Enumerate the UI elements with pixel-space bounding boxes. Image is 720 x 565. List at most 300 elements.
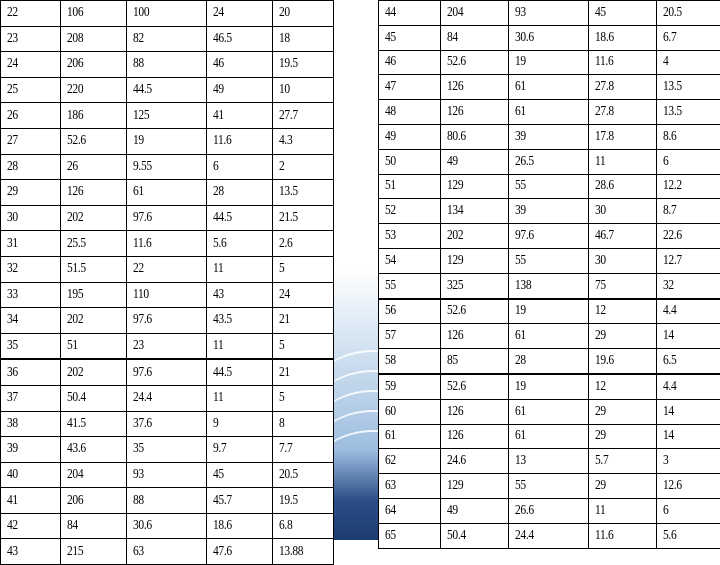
cell-text: 14 — [663, 328, 674, 344]
cell-text: 52.6 — [447, 303, 466, 319]
cell-text: 4 — [663, 54, 668, 70]
table-cell — [509, 299, 589, 324]
cell-text: 6.8 — [279, 518, 292, 534]
cell-text: 13 — [515, 453, 526, 469]
cell-text: 50 — [385, 154, 396, 170]
cell-text: 6.7 — [663, 30, 676, 46]
cell-text: 29 — [595, 328, 606, 344]
table-cell — [441, 25, 509, 50]
table-row — [1, 539, 334, 565]
cell-text: 56 — [385, 303, 396, 319]
table-row — [1, 1, 334, 27]
table-row — [379, 1, 720, 26]
cell-text: 204 — [67, 467, 83, 483]
table-row — [1, 205, 334, 231]
cell-text: 126 — [447, 328, 463, 344]
table-cell — [1, 128, 61, 154]
table-cell — [657, 523, 720, 548]
table-cell — [589, 349, 657, 374]
cell-text: 39 — [7, 441, 18, 457]
cell-text: 100 — [133, 5, 149, 21]
table-cell — [273, 282, 334, 308]
cell-text: 41 — [213, 108, 224, 124]
table-row — [1, 26, 334, 52]
table-cell — [379, 273, 441, 298]
table-cell — [207, 333, 273, 359]
table-cell — [509, 248, 589, 273]
table-row — [379, 50, 720, 75]
table-cell — [589, 149, 657, 174]
cell-text: 61 — [515, 404, 526, 420]
table-cell — [379, 25, 441, 50]
table-cell — [379, 498, 441, 523]
cell-text: 93 — [133, 467, 144, 483]
table-cell — [273, 205, 334, 231]
cell-text: 11.6 — [595, 528, 613, 544]
cell-text: 31 — [7, 236, 18, 252]
cell-text: 61 — [515, 104, 526, 120]
table-cell — [657, 273, 720, 298]
table-cell — [273, 1, 334, 27]
cell-text: 33 — [7, 287, 18, 303]
table-cell — [61, 77, 127, 103]
cell-text: 19 — [515, 303, 526, 319]
cell-text: 22 — [7, 5, 18, 21]
cell-text: 46.7 — [595, 228, 614, 244]
cell-text: 23 — [7, 31, 18, 47]
cell-text: 2 — [279, 159, 284, 175]
table-cell — [273, 488, 334, 514]
table-row — [379, 349, 720, 374]
cell-text: 10 — [279, 82, 290, 98]
cell-text: 11.6 — [595, 54, 613, 70]
cell-text: 13.88 — [279, 544, 303, 560]
cell-text: 27.8 — [595, 104, 614, 120]
table-cell — [207, 282, 273, 308]
decorative-arc — [333, 430, 378, 540]
table-cell — [441, 248, 509, 273]
table-cell — [61, 462, 127, 488]
table-row — [379, 324, 720, 349]
table-cell — [589, 100, 657, 125]
table-row — [379, 374, 720, 399]
table-cell — [273, 180, 334, 206]
table-cell — [379, 174, 441, 199]
table-row — [1, 154, 334, 180]
cell-text: 21 — [279, 365, 290, 381]
table-cell — [657, 50, 720, 75]
table-cell — [379, 124, 441, 149]
table-cell — [273, 462, 334, 488]
cell-text: 204 — [447, 5, 463, 21]
table-row — [1, 488, 334, 514]
table-cell — [273, 333, 334, 359]
table-cell — [127, 539, 207, 565]
table-cell — [379, 299, 441, 324]
table-cell — [61, 539, 127, 565]
cell-text: 30 — [595, 203, 606, 219]
table-cell — [61, 308, 127, 334]
table-row — [1, 52, 334, 78]
cell-text: 39 — [515, 203, 526, 219]
table-row — [1, 256, 334, 282]
table-cell — [273, 128, 334, 154]
cell-text: 9.7 — [213, 441, 226, 457]
cell-text: 43.5 — [213, 312, 232, 328]
cell-text: 129 — [447, 478, 463, 494]
cell-text: 51 — [385, 178, 396, 194]
cell-text: 23 — [133, 338, 144, 354]
table-cell — [379, 374, 441, 399]
cell-text: 42 — [7, 518, 18, 534]
table-cell — [589, 50, 657, 75]
table-cell — [61, 128, 127, 154]
cell-text: 5 — [279, 390, 284, 406]
table-row — [379, 399, 720, 424]
cell-text: 49 — [447, 503, 458, 519]
cell-text: 8 — [279, 416, 284, 432]
table-row — [1, 128, 334, 154]
cell-text: 14 — [663, 428, 674, 444]
table-cell — [127, 77, 207, 103]
table-cell — [441, 174, 509, 199]
table-cell — [61, 411, 127, 437]
table-cell — [441, 50, 509, 75]
table-cell — [441, 299, 509, 324]
table-row — [379, 25, 720, 50]
table-row — [1, 462, 334, 488]
cell-text: 325 — [447, 278, 463, 294]
cell-text: 88 — [133, 56, 144, 72]
table-cell — [589, 449, 657, 474]
table-cell — [207, 385, 273, 411]
table-cell — [589, 523, 657, 548]
cell-text: 37 — [7, 390, 18, 406]
table-cell — [273, 359, 334, 385]
table-cell — [441, 75, 509, 100]
table-cell — [273, 411, 334, 437]
cell-text: 27 — [7, 133, 18, 149]
cell-text: 58 — [385, 353, 396, 369]
cell-text: 53 — [385, 228, 396, 244]
cell-text: 93 — [515, 5, 526, 21]
cell-text: 84 — [67, 518, 78, 534]
cell-text: 5.6 — [663, 528, 676, 544]
cell-text: 30 — [7, 210, 18, 226]
cell-text: 20.5 — [279, 467, 298, 483]
table-cell — [1, 539, 61, 565]
table-cell — [509, 374, 589, 399]
cell-text: 52 — [385, 203, 396, 219]
table-cell — [379, 349, 441, 374]
table-cell — [589, 399, 657, 424]
table-cell — [379, 100, 441, 125]
cell-text: 208 — [67, 31, 83, 47]
table-cell — [509, 199, 589, 224]
table-row — [1, 282, 334, 308]
table-row — [379, 523, 720, 548]
cell-text: 47 — [385, 79, 396, 95]
table-cell — [127, 180, 207, 206]
table-cell — [207, 180, 273, 206]
table-row — [379, 75, 720, 100]
table-cell — [207, 77, 273, 103]
cell-text: 55 — [515, 253, 526, 269]
cell-text: 12.6 — [663, 478, 682, 494]
cell-text: 13.5 — [663, 104, 682, 120]
table-cell — [589, 299, 657, 324]
cell-text: 43.6 — [67, 441, 86, 457]
table-cell — [207, 539, 273, 565]
table-cell — [657, 25, 720, 50]
table-cell — [509, 399, 589, 424]
table-cell — [657, 424, 720, 449]
cell-text: 19 — [515, 54, 526, 70]
cell-text: 18.6 — [595, 30, 614, 46]
table-row — [1, 180, 334, 206]
table-cell — [589, 224, 657, 249]
cell-text: 5 — [279, 261, 284, 277]
table-row — [1, 333, 334, 359]
table-cell — [1, 1, 61, 27]
table-cell — [1, 462, 61, 488]
table-row — [379, 424, 720, 449]
table-cell — [509, 424, 589, 449]
table-cell — [441, 149, 509, 174]
table-cell — [589, 424, 657, 449]
cell-text: 126 — [447, 79, 463, 95]
table-cell — [207, 52, 273, 78]
table-cell — [379, 424, 441, 449]
cell-text: 30.6 — [133, 518, 152, 534]
cell-text: 19.6 — [595, 353, 614, 369]
cell-text: 80.6 — [447, 129, 466, 145]
table-row — [1, 411, 334, 437]
table-cell — [379, 224, 441, 249]
table-cell — [207, 411, 273, 437]
cell-text: 29 — [595, 428, 606, 444]
cell-text: 54 — [385, 253, 396, 269]
table-cell — [657, 1, 720, 26]
table-cell — [273, 308, 334, 334]
cell-text: 126 — [447, 404, 463, 420]
cell-text: 12.7 — [663, 253, 682, 269]
cell-text: 206 — [67, 493, 83, 509]
cell-text: 43 — [7, 544, 18, 560]
table-cell — [379, 449, 441, 474]
table-row — [1, 103, 334, 129]
cell-text: 21 — [279, 312, 290, 328]
table-cell — [589, 25, 657, 50]
cell-text: 45.7 — [213, 493, 232, 509]
table-cell — [657, 75, 720, 100]
cell-text: 35 — [7, 338, 18, 354]
table-cell — [127, 437, 207, 463]
cell-text: 48 — [385, 104, 396, 120]
cell-text: 49 — [385, 129, 396, 145]
cell-text: 30 — [595, 253, 606, 269]
cell-text: 17.8 — [595, 129, 614, 145]
table-cell — [127, 26, 207, 52]
table-cell — [379, 199, 441, 224]
table-cell — [589, 1, 657, 26]
table-cell — [589, 273, 657, 298]
table-cell — [379, 474, 441, 499]
cell-text: 43 — [213, 287, 224, 303]
cell-text: 129 — [447, 178, 463, 194]
table-cell — [273, 52, 334, 78]
cell-text: 24 — [213, 5, 224, 21]
table-cell — [207, 437, 273, 463]
table-row — [379, 248, 720, 273]
cell-text: 29 — [595, 478, 606, 494]
table-cell — [589, 248, 657, 273]
cell-text: 138 — [515, 278, 531, 294]
cell-text: 22 — [133, 261, 144, 277]
table-cell — [1, 437, 61, 463]
cell-text: 57 — [385, 328, 396, 344]
cell-text: 28 — [515, 353, 526, 369]
table-row — [379, 474, 720, 499]
table-cell — [127, 154, 207, 180]
cell-text: 8.7 — [663, 203, 676, 219]
table-cell — [207, 128, 273, 154]
cell-text: 11 — [213, 261, 223, 277]
table-row — [1, 513, 334, 539]
table-cell — [61, 103, 127, 129]
table-cell — [127, 488, 207, 514]
cell-text: 28.6 — [595, 178, 614, 194]
table-cell — [61, 1, 127, 27]
cell-text: 97.6 — [515, 228, 534, 244]
cell-text: 52.6 — [67, 133, 86, 149]
cell-text: 14 — [663, 404, 674, 420]
table-cell — [127, 333, 207, 359]
cell-text: 125 — [133, 108, 149, 124]
data-table-right-body — [379, 1, 720, 549]
table-cell — [509, 50, 589, 75]
table-cell — [127, 385, 207, 411]
cell-text: 6.5 — [663, 353, 676, 369]
cell-text: 3 — [663, 453, 668, 469]
cell-text: 4.3 — [279, 133, 292, 149]
table-cell — [509, 1, 589, 26]
table-cell — [589, 324, 657, 349]
table-cell — [441, 424, 509, 449]
table-cell — [1, 308, 61, 334]
cell-text: 63 — [133, 544, 144, 560]
table-cell — [657, 324, 720, 349]
table-cell — [61, 359, 127, 385]
table-cell — [657, 199, 720, 224]
cell-text: 202 — [447, 228, 463, 244]
cell-text: 202 — [67, 210, 83, 226]
cell-text: 85 — [447, 353, 458, 369]
table-cell — [127, 205, 207, 231]
table-cell — [127, 308, 207, 334]
table-cell — [127, 256, 207, 282]
table-cell — [441, 523, 509, 548]
table-cell — [273, 385, 334, 411]
table-cell — [379, 75, 441, 100]
cell-text: 27.7 — [279, 108, 298, 124]
cell-text: 88 — [133, 493, 144, 509]
table-cell — [441, 273, 509, 298]
cell-text: 37.6 — [133, 416, 152, 432]
table-cell — [657, 299, 720, 324]
table-cell — [127, 513, 207, 539]
cell-text: 44.5 — [213, 210, 232, 226]
table-cell — [1, 103, 61, 129]
table-cell — [127, 128, 207, 154]
table-cell — [379, 248, 441, 273]
table-cell — [1, 411, 61, 437]
table-cell — [589, 124, 657, 149]
cell-text: 44.5 — [133, 82, 152, 98]
table-cell — [589, 199, 657, 224]
table-cell — [1, 513, 61, 539]
cell-text: 9.55 — [133, 159, 152, 175]
table-cell — [1, 333, 61, 359]
table-cell — [61, 205, 127, 231]
cell-text: 26.5 — [515, 154, 534, 170]
cell-text: 11.6 — [213, 133, 231, 149]
table-cell — [509, 100, 589, 125]
table-cell — [207, 256, 273, 282]
table-row — [1, 359, 334, 385]
cell-text: 35 — [133, 441, 144, 457]
table-cell — [441, 349, 509, 374]
cell-text: 18.6 — [213, 518, 232, 534]
cell-text: 28 — [213, 184, 224, 200]
table-cell — [1, 205, 61, 231]
table-cell — [61, 26, 127, 52]
table-cell — [509, 149, 589, 174]
cell-text: 51 — [67, 338, 78, 354]
cell-text: 6 — [213, 159, 218, 175]
table-cell — [1, 154, 61, 180]
cell-text: 40 — [7, 467, 18, 483]
table-cell — [509, 498, 589, 523]
table-cell — [441, 1, 509, 26]
table-cell — [1, 180, 61, 206]
cell-text: 32 — [663, 278, 674, 294]
table-cell — [657, 248, 720, 273]
table-cell — [207, 513, 273, 539]
cell-text: 24.4 — [133, 390, 152, 406]
table-cell — [379, 324, 441, 349]
cell-text: 126 — [67, 184, 83, 200]
cell-text: 25 — [7, 82, 18, 98]
cell-text: 55 — [515, 478, 526, 494]
table-cell — [657, 100, 720, 125]
cell-text: 75 — [595, 278, 606, 294]
cell-text: 11 — [213, 338, 223, 354]
table-cell — [207, 462, 273, 488]
cell-text: 11 — [595, 154, 605, 170]
cell-text: 186 — [67, 108, 83, 124]
table-cell — [273, 513, 334, 539]
table-cell — [207, 154, 273, 180]
table-cell — [657, 474, 720, 499]
table-cell — [207, 231, 273, 257]
table-row — [1, 231, 334, 257]
table-cell — [589, 174, 657, 199]
cell-text: 24 — [7, 56, 18, 72]
cell-text: 21.5 — [279, 210, 298, 226]
table-cell — [657, 349, 720, 374]
cell-text: 13.5 — [663, 79, 682, 95]
